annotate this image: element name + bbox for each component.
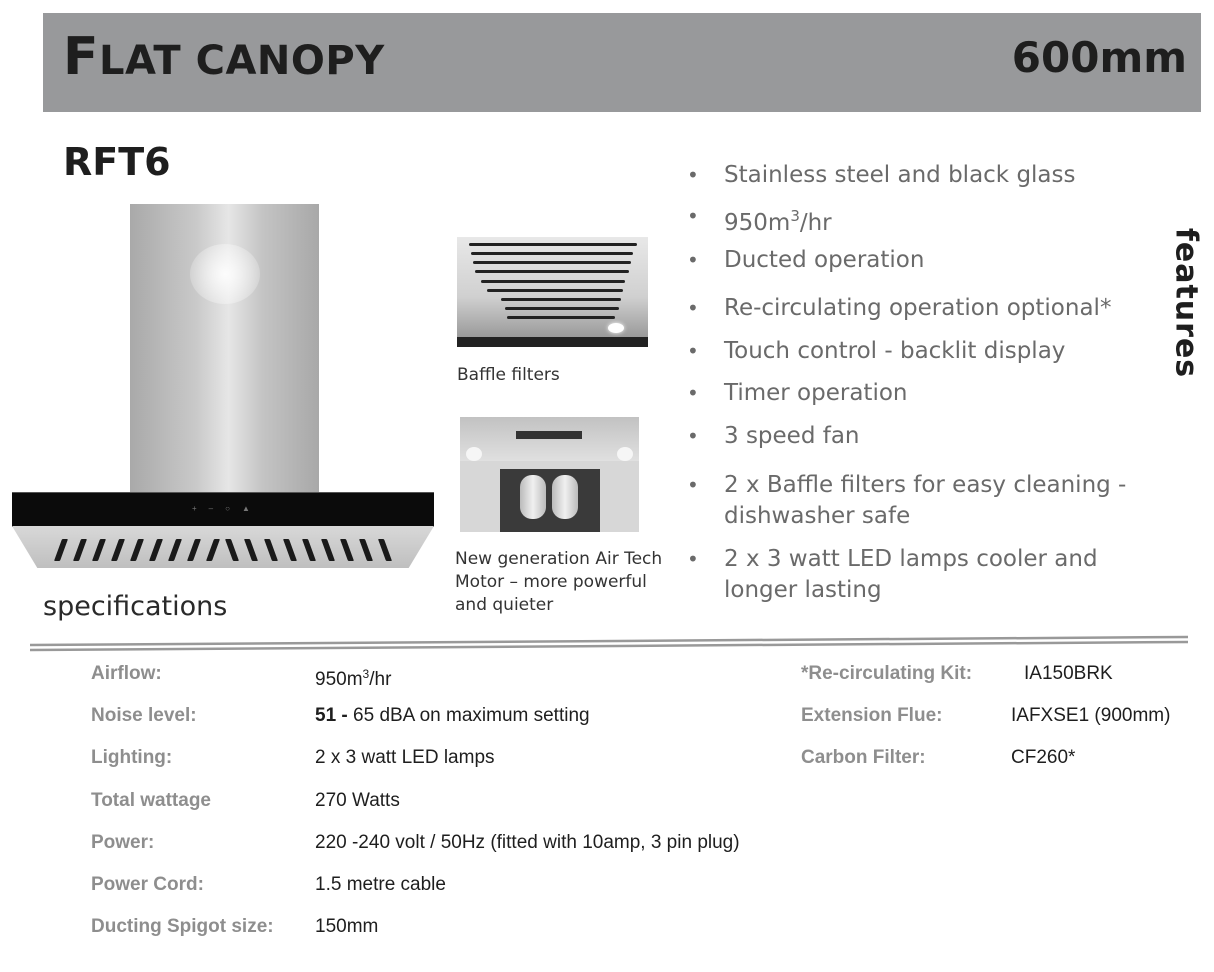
chimney-flue <box>130 204 319 494</box>
page-title <box>63 27 385 87</box>
section-divider <box>30 632 1188 652</box>
header-bar <box>43 13 1201 112</box>
feature-item: • Stainless steel and black glass <box>687 162 1076 188</box>
feature-item: • 3 speed fan <box>687 423 860 449</box>
plus-icon: + <box>192 504 197 513</box>
control-panel <box>516 431 582 439</box>
baffle-filters-photo <box>457 237 648 347</box>
title-initial: F <box>63 27 100 87</box>
feature-item: • Timer operation <box>687 380 908 406</box>
baffle-caption: Baffle filters <box>457 365 560 385</box>
motor-caption: New generation Air Tech Motor – more powerful and quieter <box>455 549 663 615</box>
feature-item: • Ducted operation <box>687 247 925 273</box>
size-badge: 600mm <box>1011 33 1187 82</box>
feature-item: • Re-circulating operation optional* <box>687 295 1112 321</box>
feature-item: • 2 x 3 watt LED lamps cooler and longer lasting <box>687 546 1098 603</box>
motor-photo <box>460 417 639 532</box>
baffle-vents <box>58 539 388 563</box>
touch-controls <box>192 505 250 513</box>
light-icon: ▲ <box>241 504 250 513</box>
title-rest: LAT CANOPY <box>99 38 385 84</box>
minus-icon: – <box>208 504 214 513</box>
product-image <box>12 204 434 570</box>
feature-item: • Touch control - backlit display <box>687 338 1066 364</box>
power-icon: ○ <box>225 504 230 513</box>
specifications-heading: specifications <box>43 591 228 622</box>
feature-item: • 2 x Baffle filters for easy cleaning - dishwasher safe <box>687 472 1127 529</box>
feature-item: • $950m^3/hr$ <box>687 204 832 236</box>
led-lamp-icon <box>608 323 624 333</box>
black-glass-fascia <box>12 492 434 527</box>
model-number: RFT6 <box>63 140 171 184</box>
features-vertical-label: features <box>1168 227 1204 378</box>
